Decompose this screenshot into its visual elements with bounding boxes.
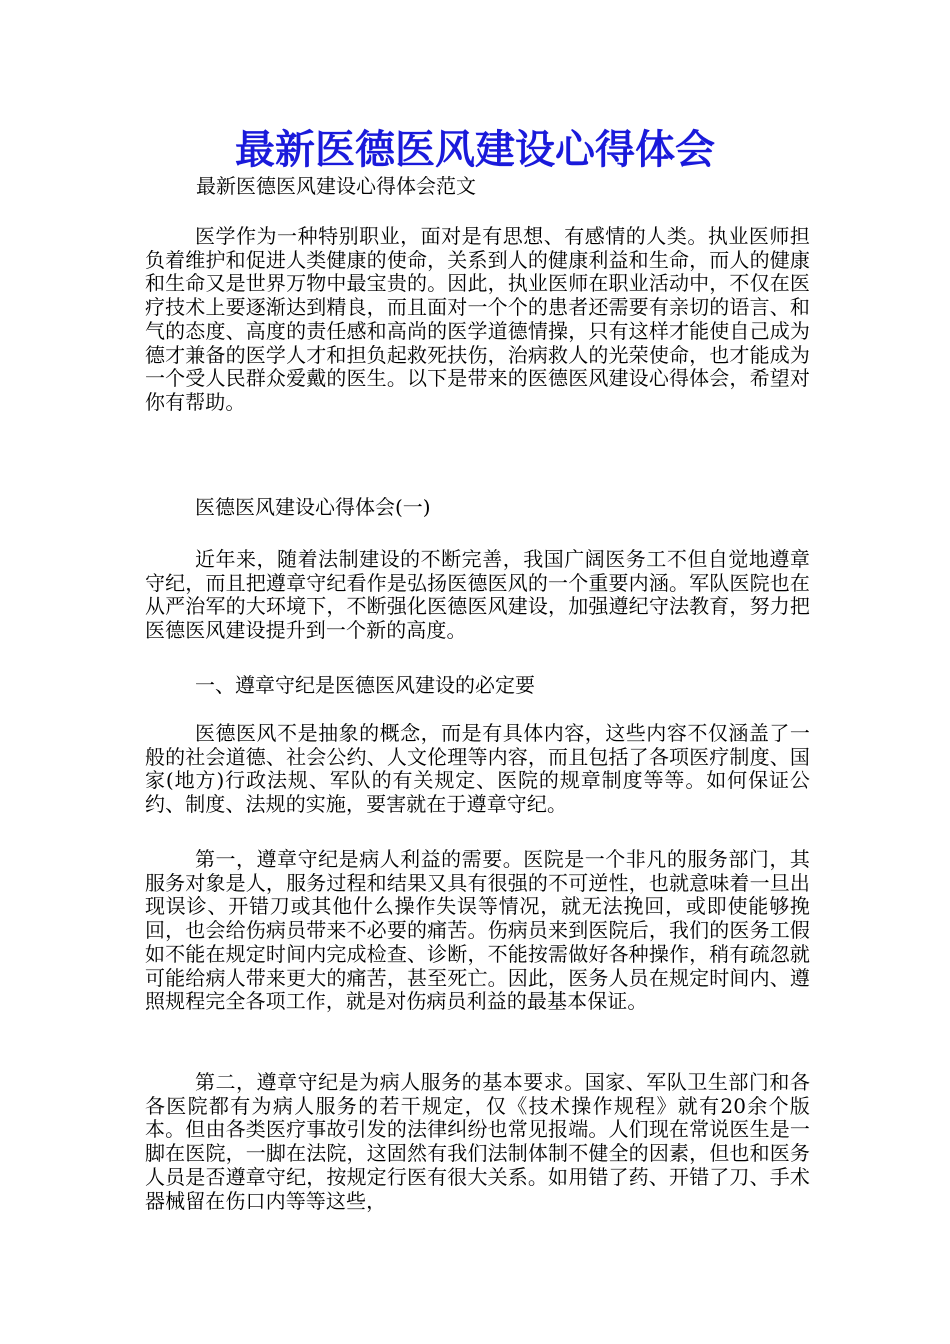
document-subtitle: 最新医德医风建设心得体会范文 xyxy=(196,174,476,198)
section-heading: 医德医风建设心得体会(一) xyxy=(195,495,431,519)
body-paragraph-1: 近年来，随着法制建设的不断完善，我国广阔医务工不但自觉地遵章守纪，而且把遵章守纪看作是弘扬医德医风的一个重要内涵。军队医院也在从严治军的大环境下，不断强化医德医风建设，加强遵纪守法教育，努力把医德医风建设提升到一个新的高度。 xyxy=(145,547,810,643)
body-paragraph-2: 医德医风不是抽象的概念，而是有具体内容，这些内容不仅涵盖了一般的社会道德、社会公约、人文伦理等内容，而且包括了各项医疗制度、国家(地方)行政法规、军队的有关规定、医院的规章制度等等。如何保证公约、制度、法规的实施，要害就在于遵章守纪。 xyxy=(145,721,810,817)
body-paragraph-3: 第一，遵章守纪是病人利益的需要。医院是一个非凡的服务部门，其服务对象是人，服务过程和结果又具有很强的不可逆性，也就意味着一旦出现误诊、开错刀或其他什么操作失误等情况，就无法挽回，或即使能够挽回，也会给伤病员带来不必要的痛苦。伤病员来到医院后，我们的医务工假如不能在规定时间内完成检查、诊断，不能按需做好各种操作，稍有疏忽就可能给病人带来更大的痛苦，甚至死亡。因此，医务人员在规定时间内、遵照规程完全各项工作，就是对伤病员利益的最基本保证。 xyxy=(145,847,810,1014)
body-paragraph-4: 第二，遵章守纪是为病人服务的基本要求。国家、军队卫生部门和各各医院都有为病人服务的若干规定，仅《技术操作规程》就有20余个版本。但由各类医疗事故引发的法律纠纷也常见报端。人们现在常说医生是一脚在医院，一脚在法院，这固然有我们法制体制不健全的因素，但也和医务人员是否遵章守纪，按规定行医有很大关系。如用错了药、开错了刀、手术器械留在伤口内等等这些， xyxy=(145,1070,810,1213)
intro-paragraph: 医学作为一种特别职业，面对是有思想、有感情的人类。执业医师担负着维护和促进人类健康的使命，关系到人的健康利益和生命，而人的健康和生命又是世界万物中最宝贵的。因此，执业医师在职业活动中，不仅在医疗技术上要逐渐达到精良，而且面对一个个的患者还需要有亲切的语言、和气的态度、高度的责任感和高尚的医学道德情操，只有这样才能使自己成为德才兼备的医学人才和担负起救死扶伤，治病救人的光荣使命，也才能成为一个受人民群众爱戴的医生。以下是带来的医德医风建设心得体会，希望对你有帮助。 xyxy=(145,224,810,414)
point-heading: 一、遵章守纪是医德医风建设的必定要 xyxy=(195,673,535,697)
document-title: 最新医德医风建设心得体会 xyxy=(235,126,715,173)
